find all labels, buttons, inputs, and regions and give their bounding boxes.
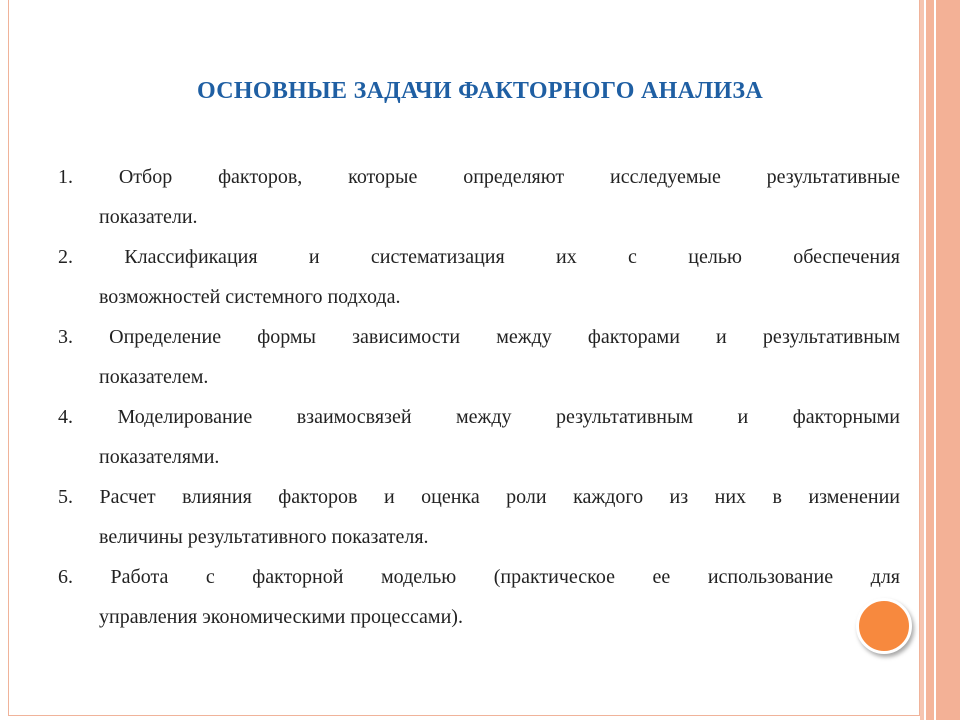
list-item-continuation: показателями. [99, 446, 220, 468]
list-item-line: 6. Работа с факторной моделью (практическое ее использование для [58, 566, 900, 588]
list-item [58, 557, 900, 637]
list-item [58, 237, 900, 317]
list-item-line: 4. Моделирование взаимосвязей между результативным и факторными [58, 406, 900, 428]
list-item-line: 5. Расчет влияния факторов и оценка роли каждого из них в изменении [58, 486, 900, 508]
list-item-continuation: величины результативного показателя. [99, 526, 429, 548]
slide-title: ОСНОВНЫЕ ЗАДАЧИ ФАКТОРНОГО АНАЛИЗА [197, 78, 763, 104]
list-item-line: 1. Отбор факторов, которые определяют исследуемые результативные [58, 166, 900, 188]
list-item [58, 397, 900, 477]
list-item-line: 2. Классификация и систематизация их с целью обеспечения [58, 246, 900, 268]
list-item-continuation: показателем. [99, 366, 209, 388]
list-item-continuation: управления экономическими процессами). [99, 606, 463, 628]
list-item-line: 3. Определение формы зависимости между факторами и результативным [58, 326, 900, 348]
right-decorative-stripes [920, 0, 960, 720]
list-item [58, 477, 900, 557]
list-item-continuation: возможностей системного подхода. [99, 286, 401, 308]
list-item-continuation: показатели. [99, 206, 198, 228]
list-item [58, 317, 900, 397]
list-item [58, 157, 900, 237]
task-list [58, 157, 900, 637]
decorative-circle [856, 598, 912, 654]
